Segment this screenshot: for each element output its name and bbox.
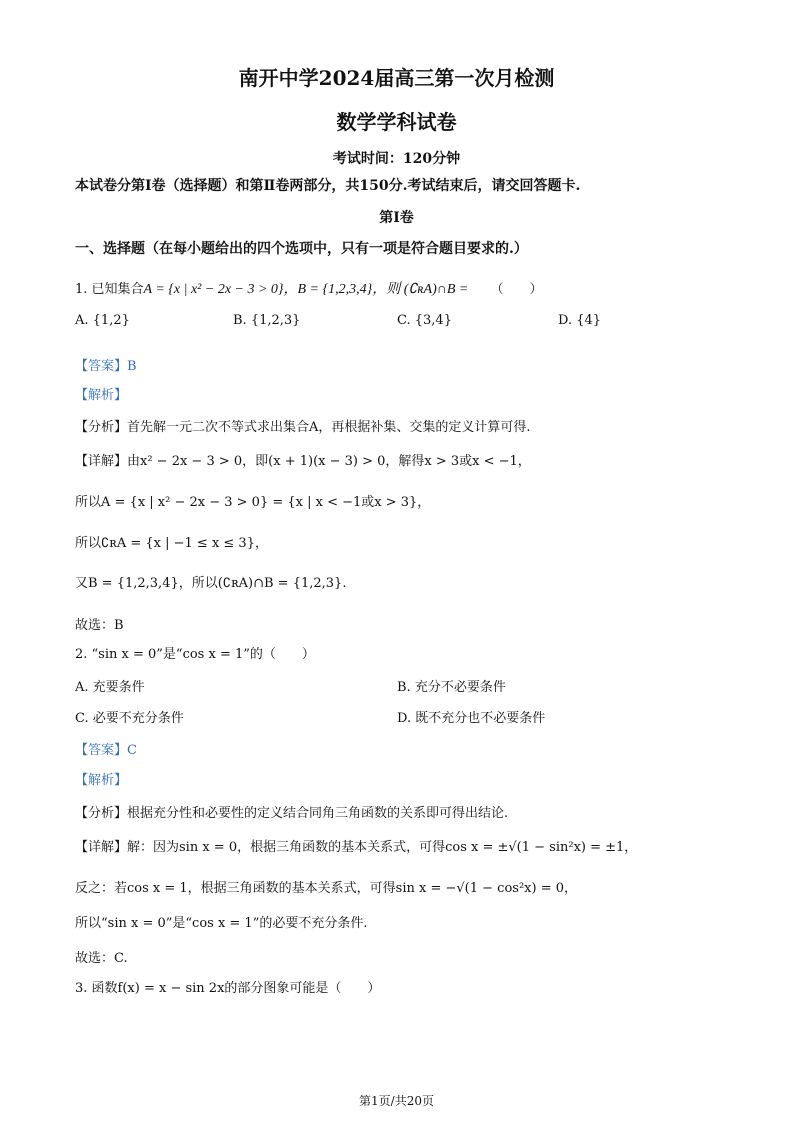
q1-analysis-label: 【解析】 bbox=[75, 388, 128, 403]
q2-fenxi: 【分析】根据充分性和必要性的定义结合同角三角函数的关系即可得出结论. bbox=[75, 806, 509, 821]
q2-option-a: A. 充要条件 bbox=[75, 680, 145, 695]
q1-option-d: D. {4} bbox=[558, 313, 602, 328]
q2-option-b: B. 充分不必要条件 bbox=[397, 680, 506, 695]
q1-detail-4: 又B = {1,2,3,4}，所以(∁ʀA)∩B = {1,2,3}. bbox=[75, 576, 347, 591]
q1-choose: 故选：B bbox=[75, 618, 124, 633]
q2-choose: 故选：C. bbox=[75, 951, 128, 966]
q1-option-c: C. {3,4} bbox=[397, 313, 452, 328]
q1-option-b: B. {1,2,3} bbox=[233, 313, 301, 328]
exam-subject: 数学学科试卷 bbox=[336, 110, 457, 134]
q2-detail-1: 【详解】解：因为sin x = 0，根据三角函数的基本关系式，可得cos x = ±√(1 − sin²x) = ±1， bbox=[75, 840, 638, 855]
q1-detail-2: 所以A = {x | x² − 2x − 3 > 0} = {x | x < −1或x > 3}， bbox=[75, 495, 431, 510]
exam-time: 考试时间：120分钟 bbox=[332, 151, 461, 167]
question-1-stem bbox=[75, 278, 543, 298]
question-3-stem: 3. 函数f(x) = x − sin 2x的部分图象可能是（ ） bbox=[75, 981, 381, 996]
exam-title: 南开中学2024届高三第一次月检测 bbox=[238, 66, 555, 90]
q1-set-b: ，B = {1,2,3,4} bbox=[283, 282, 373, 297]
q2-option-d: D. 既不充分也不必要条件 bbox=[397, 711, 546, 726]
q2-detail-2: 反之：若cos x = 1，根据三角函数的基本关系式，可得sin x = −√(1 − cos²x) = 0， bbox=[75, 881, 577, 896]
exam-note: 本试卷分第Ⅰ卷（选择题）和第Ⅱ卷两部分，共150分.考试结束后，请交回答题卡. bbox=[75, 178, 581, 194]
q1-ask: ，则 (∁ʀA)∩B = bbox=[372, 282, 469, 297]
q2-detail-3: 所以“sin x = 0”是“cos x = 1”的必要不充分条件. bbox=[75, 916, 368, 931]
volume-heading: 第Ⅰ卷 bbox=[379, 210, 414, 226]
q1-option-a: A. {1,2} bbox=[75, 313, 130, 328]
q2-answer: 【答案】C bbox=[75, 743, 137, 758]
q1-set-a: A = {x | x² − 2x − 3 > 0} bbox=[143, 282, 284, 297]
q1-answer: 【答案】B bbox=[75, 359, 137, 374]
q2-analysis-label: 【解析】 bbox=[75, 773, 128, 788]
q1-prefix: 1. 已知集合 bbox=[75, 282, 144, 297]
q1-detail-1: 【详解】由x² − 2x − 3 > 0，即(x + 1)(x − 3) > 0，解得x > 3或x < −1， bbox=[75, 454, 531, 469]
q2-option-c: C. 必要不充分条件 bbox=[75, 711, 184, 726]
q1-fenxi: 【分析】首先解一元二次不等式求出集合A，再根据补集、交集的定义计算可得. bbox=[75, 420, 531, 435]
q1-paren: （ ） bbox=[490, 282, 543, 297]
section-heading: 一、选择题（在每小题给出的四个选项中，只有一项是符合题目要求的.） bbox=[75, 241, 528, 257]
q1-detail-3: 所以∁ʀA = {x | −1 ≤ x ≤ 3}， bbox=[75, 536, 268, 551]
question-2-stem: 2. “sin x = 0”是“cos x = 1”的（ ） bbox=[75, 647, 315, 662]
page-footer: 第1页/共20页 bbox=[359, 1094, 434, 1108]
